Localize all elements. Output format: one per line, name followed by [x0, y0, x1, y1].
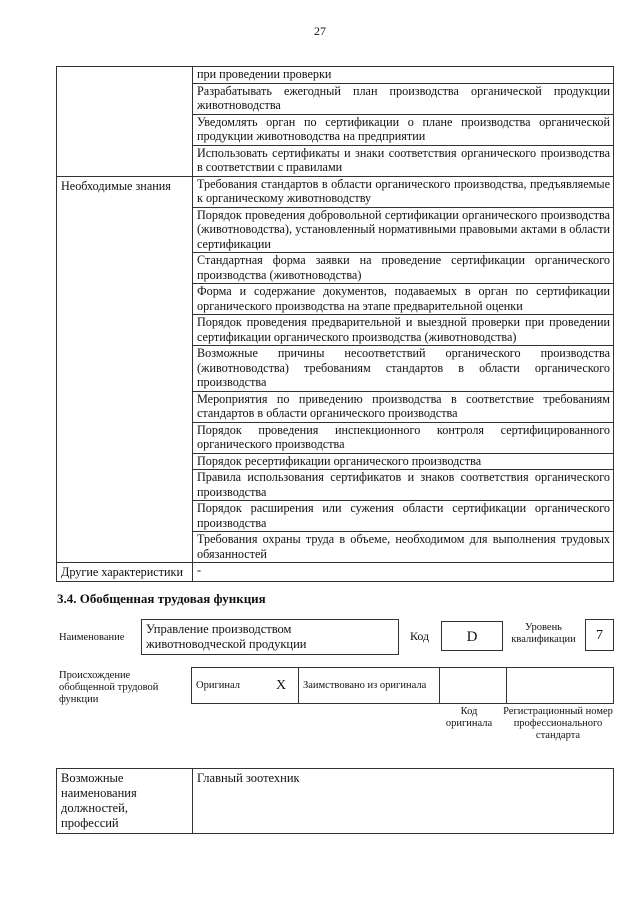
reg-number-caption: Регистрационный номер профессионального стандарта	[503, 706, 613, 741]
row-label: Другие характеристики	[57, 563, 193, 582]
row-text: Форма и содержание документов, подаваемых в орган по сертификации органического производства на этапе предварительной оценки	[193, 284, 614, 315]
original-label: Оригинал	[192, 668, 265, 704]
page-number: 27	[314, 24, 326, 38]
origin-table	[191, 667, 614, 704]
table-row	[57, 176, 614, 207]
code-original-caption: Код оригинала	[445, 706, 493, 729]
origin-label: Происхождение обобщенной трудовой функции	[59, 670, 159, 705]
positions-label: Возможные наименования должностей, профессий	[57, 769, 193, 834]
borrowed-label: Заимствовано из оригинала	[299, 668, 440, 704]
row-text: -	[193, 563, 614, 582]
positions-table	[56, 768, 614, 834]
row-text: Порядок проведения инспекционного контроля сертифицированного органического производства	[193, 422, 614, 453]
reg-number-cell	[507, 668, 614, 704]
row-text: Порядок ресертификации органического производства	[193, 453, 614, 470]
code-label: Код	[410, 629, 430, 643]
positions-value: Главный зоотехник	[193, 769, 614, 834]
row-text: Стандартная форма заявки на проведение сертификации органического производства (животноводства)	[193, 253, 614, 284]
row-text: Порядок проведения предварительной и выездной проверки при проведении сертификации органического производства (животноводства)	[193, 315, 614, 346]
level-label: Уровень квалификации	[511, 622, 576, 645]
function-name-field: Управление производством животноводческой продукции	[141, 619, 399, 655]
row-label	[57, 67, 193, 177]
row-text: Уведомлять орган по сертификации о плане производства органической продукции животноводства на предприятии	[193, 114, 614, 145]
table-row	[57, 563, 614, 582]
row-text: Мероприятия по приведению производства в соответствие требованиям стандартов в области органического производства	[193, 391, 614, 422]
name-label: Наименование	[59, 632, 125, 643]
section-title: 3.4. Обобщенная трудовая функция	[57, 591, 266, 606]
row-text: Использовать сертификаты и знаки соответствия органического производства в соответствии с правилами	[193, 145, 614, 176]
original-mark: X	[264, 668, 299, 704]
row-text: Правила использования сертификатов и знаков соответствия органического производства	[193, 470, 614, 501]
row-text: Возможные причины несоответствий органического производства (животноводства) требованиям стандартов в области органического производства	[193, 346, 614, 392]
row-text: Порядок расширения или сужения области сертификации органического производства	[193, 501, 614, 532]
row-text: Требования стандартов в области органического производства, предъявляемые к органическому животноводству	[193, 176, 614, 207]
level-field: 7	[585, 619, 614, 651]
row-label: Необходимые знания	[57, 176, 193, 563]
knowledge-table	[56, 66, 614, 582]
row-text: Порядок проведения добровольной сертификации органического производства (животноводства), установленный нормативными правовыми актами в области сертификации	[193, 207, 614, 253]
table-row	[57, 67, 614, 84]
row-text: при проведении проверки	[193, 67, 614, 84]
row-text: Разрабатывать ежегодный план производства органической продукции животноводства	[193, 83, 614, 114]
code-field: D	[441, 621, 503, 651]
code-original-cell	[440, 668, 507, 704]
row-text: Требования охраны труда в объеме, необходимом для выполнения трудовых обязанностей	[193, 532, 614, 563]
